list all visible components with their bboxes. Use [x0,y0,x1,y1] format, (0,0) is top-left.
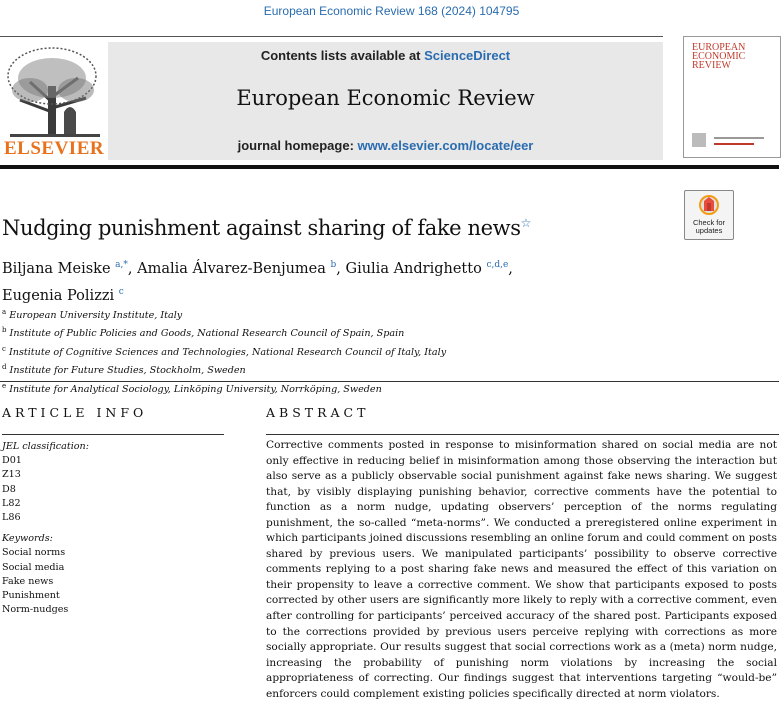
keyword: Norm-nudges [2,604,69,616]
affiliation-list [2,305,446,397]
author-affiliation-mark[interactable]: a,* [115,260,128,270]
author-affiliation-mark[interactable]: b [330,260,337,270]
keyword: Social norms [2,547,66,559]
keyword: Social media [2,561,65,573]
check-updates-line-2: updates [695,226,723,235]
author-affiliation-mark[interactable]: c,d,e [486,260,509,270]
jel-code: D01 [2,455,22,467]
affiliation-item: $^c$ Institute of Cognitive Sciences and Technologies, National Research Council of Italy, Italy [2,344,447,359]
title-separator [0,165,779,169]
journal-banner [108,42,663,160]
homepage-prefix: journal homepage: [237,138,354,153]
author-separator: , [336,260,346,277]
homepage-link[interactable]: www.elsevier.com/locate/eer [357,138,534,153]
jel-code: L82 [2,497,21,509]
cover-rule-red [714,143,754,145]
article-title-block [2,216,531,240]
keyword: Fake news [2,575,54,587]
section-separator [0,381,779,382]
homepage-line [108,138,663,153]
cover-title [692,43,762,70]
jel-label: JEL classification: [2,441,89,452]
article-info-panel [2,440,222,617]
publisher-name: ELSEVIER [4,138,105,159]
author-name[interactable]: Giulia Andrighetto [345,260,482,277]
keywords-label: Keywords: [2,533,53,545]
check-updates-icon [699,195,719,217]
author-name[interactable]: Amalia Álvarez-Benjumea [137,260,326,277]
check-for-updates-button[interactable] [684,190,734,240]
article-info-rule [2,434,224,435]
abstract-heading: ABSTRACT [266,405,370,420]
author-separator: , [508,260,513,277]
header-rule [0,36,663,37]
cover-title-line-3: REVIEW [692,60,731,71]
check-updates-label [685,219,733,235]
affiliation-item: $^a$ European University Institute, Italy [2,308,183,322]
affiliation-item: $^d$ Institute for Future Studies, Stockholm, Sweden [2,363,246,377]
journal-citation[interactable]: European Economic Review 168 (2024) 104795 [263,4,520,18]
abstract-rule [266,434,779,435]
author-name[interactable]: Eugenia Polizzi [2,287,115,304]
jel-code: L86 [2,512,21,524]
cover-rule [714,137,764,139]
author-affiliation-mark[interactable]: c [118,286,124,297]
journal-title: European Economic Review [236,86,535,110]
jel-code: D8 [2,483,16,495]
author-name[interactable]: Biljana Meiske [2,260,111,277]
title-footnote-star-icon[interactable]: ☆ [520,216,531,230]
author-list [2,254,702,308]
contents-line [108,48,663,63]
keyword: Punishment [2,590,60,602]
cover-title-line-1: EUROPEAN [692,42,746,53]
article-title: Nudging punishment against sharing of fake news [2,216,521,240]
elsevier-logo[interactable] [0,42,108,160]
check-updates-line-1: Check for [692,218,726,227]
article-info-heading: ARTICLE INFO [2,405,148,420]
jel-code: Z13 [2,469,21,481]
journal-cover[interactable] [683,36,781,158]
cover-title-line-2: ECONOMIC [692,51,746,62]
author-separator: , [127,260,138,277]
sciencedirect-link[interactable]: ScienceDirect [424,48,511,63]
contents-prefix: Contents lists available at [260,48,421,63]
affiliation-item: $^e$ Institute for Analytical Sociology, Linköping University, Norrköping, Sweden [2,381,382,396]
cover-logo-icon [692,133,706,147]
abstract-text: Corrective comments posted in response to misinformation shared on social media are not only effective in reducing belief in misinformation among those observing the interaction but also serve as a publicly observable social punishment against fake news sharing. We suggest that, by visibly displaying punishing behavior, corrective comments have the potential to function as a norm nudge, updating observers’ perception of the norms regulating punishment, the so-called “meta-norms”. We conducted a preregistered online experiment in which participants joined discussions resembling an online forum and could comment on posts shared by previous users. We manipulated participants’ possibility to observe corrective comments replying to a post sharing fake news and measured the effect of this variation on their propensity to leave a corrective comment. We show that participants exposed to posts corrected by other users are significantly more likely to reply with a corrective comment, even after controlling for participants’ perceived accuracy of the shared post. Participants exposed to the corrections provided by previous users perceive replying with corrections as more socially appropriate. Our results suggest that social corrections work as a (meta) norm nudge, increasing the probability of punishing norm violations by increasing the social appropriateness of correcting. Our findings suggest that interventions targeting “would-be” enforcers could complement existing policies specifically directed at norm violators. [266,439,777,700]
affiliation-item: $^b$ Institute of Public Policies and Goods, National Research Council of Spain, Spain [2,326,405,340]
